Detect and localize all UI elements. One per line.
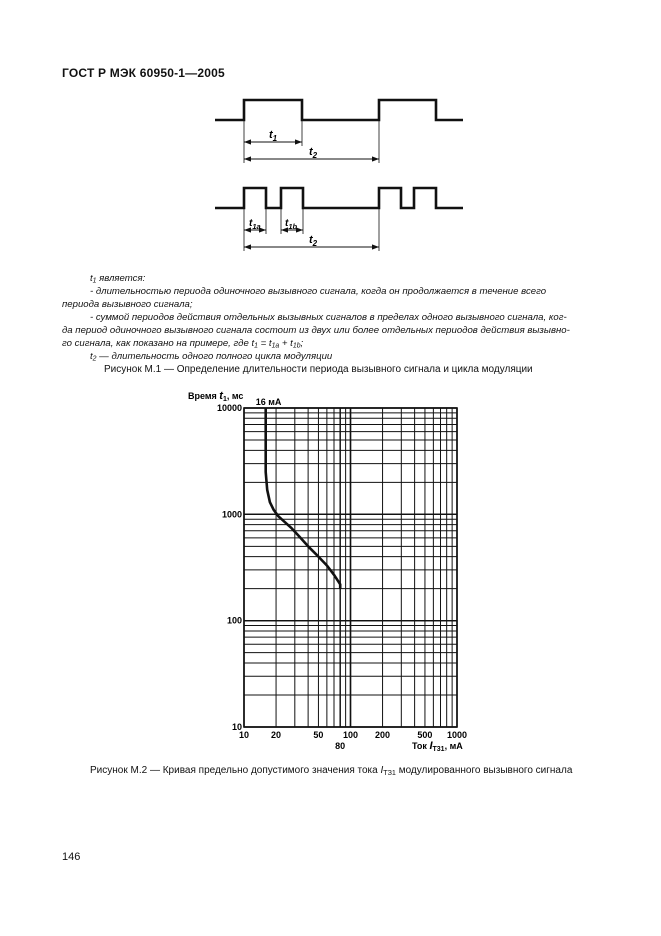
- x-tick-label-80: 80: [335, 741, 346, 751]
- t1a-label: t: [249, 218, 253, 229]
- x-tick-label: 1000: [446, 730, 468, 740]
- x-tick-label: 100: [342, 730, 359, 740]
- y-tick-label: 1000: [221, 509, 242, 520]
- x-tick-label: 10: [238, 730, 250, 740]
- figure-m1-caption: Рисунок М.1 — Определение длительности периода вызывного сигнала и цикла модуляции: [104, 364, 533, 375]
- t2b-label: t: [309, 234, 313, 246]
- def-line-5: го сигнала, как показано на примере, где $t_1 = t_{1a} + t_{1b}$;: [62, 338, 304, 350]
- svg-text:t1b: $t_{1b}$: [285, 218, 298, 231]
- def-t2: $t_2$ — длительность одного полного цикла модуляции: [90, 351, 333, 363]
- def-line-2: периода вызывного сигнала;: [62, 299, 193, 310]
- annotation-16ma: 16 мА: [255, 397, 282, 407]
- y-tick-label: 10: [231, 722, 242, 732]
- x-tick-label: 200: [375, 730, 391, 740]
- y-tick-label: 100: [226, 615, 242, 626]
- def-line-4: да период одиночного вызывного сигнала состоит из двух или более отдельных периодов действия вызывно-: [62, 325, 570, 336]
- svg-text:t1a: $t_{1a}$: [249, 218, 261, 231]
- def-line-1: - длительностью периода одиночного вызывного сигнала, когда он продолжается в течение всего: [90, 286, 547, 297]
- svg-text:t1: $t_1$: [269, 129, 278, 143]
- y-axis-label: Время $t_1$, мс: [188, 390, 244, 403]
- x-tick-label: 500: [417, 730, 433, 740]
- page-number: 146: [62, 851, 81, 863]
- document-header: ГОСТ Р МЭК 60950-1—2005: [62, 66, 225, 80]
- t1b-label: t: [285, 218, 289, 229]
- figure-m2-caption: Рисунок М.2 — Кривая предельно допустимого значения тока $I_{ТЗ1}$ модулированного вызывного сигнала: [90, 765, 573, 777]
- x-tick-label: 20: [271, 730, 282, 740]
- x-tick-label: 50: [313, 730, 324, 740]
- limit-curve: [266, 408, 341, 589]
- y-tick-label: 10000: [216, 403, 242, 413]
- t2-label: t: [309, 146, 313, 158]
- def-intro: $t_1$ является:: [90, 273, 146, 285]
- svg-text:t2: $t_2$: [309, 234, 318, 248]
- t1-label: t: [269, 129, 273, 141]
- svg-text:t2: $t_2$: [309, 146, 318, 160]
- x-axis-label: Ток $I_{Т31}$, мА: [412, 740, 463, 753]
- def-line-3: - суммой периодов действия отдельных вызывных сигналов в пределах одного вызывного сигнала, ког-: [90, 312, 567, 323]
